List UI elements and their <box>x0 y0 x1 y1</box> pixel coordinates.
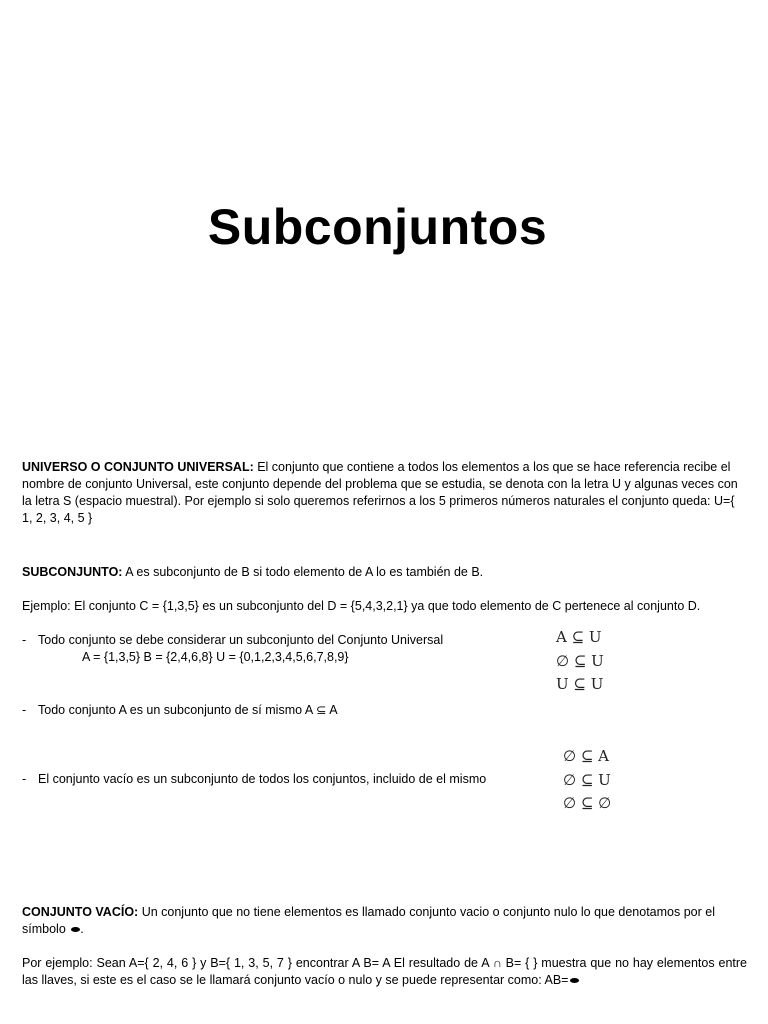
universo-paragraph <box>22 459 747 527</box>
universo-text: El conjunto que contiene a todos los elementos a los que se hace referencia recibe el nombre de conjunto Universal, este conjunto depende del problema que se estudia, se denota con la letra U y algunas veces con la letra S (espacio muestral). Por ejemplo si solo queremos referirnos a los 5 primeros números naturales el conjunto queda: U={ 1, 2, 3, 4, 5 } <box>22 460 738 525</box>
ejemplo-paragraph: Ejemplo: El conjunto C = {1,3,5} es un subconjunto del D = {5,4,3,2,1} ya que todo elemento de C pertenece al conjunto D. <box>22 599 701 613</box>
bullet-self-subset <box>22 702 522 719</box>
bullet-dash: - <box>22 633 27 647</box>
bullet-dash: - <box>22 703 27 717</box>
symbol-row: ∅ ⊆ U <box>556 651 604 670</box>
bullet-dash: - <box>22 772 27 786</box>
bullet-universal-text: Todo conjunto se debe considerar un subconjunto del Conjunto Universal <box>38 633 444 647</box>
vacio-paragraph <box>22 904 747 938</box>
bullet-empty-subset-text: El conjunto vacío es un subconjunto de todos los conjuntos, incluido de el mismo <box>38 772 487 786</box>
bullet-self-subset-text: Todo conjunto A es un subconjunto de sí mismo A ⊆ A <box>38 703 338 717</box>
bullet-empty-subset <box>22 771 522 788</box>
subconjunto-heading: SUBCONJUNTO: <box>22 565 123 579</box>
ejemplo2-text: Por ejemplo: Sean A={ 2, 4, 6 } y B={ 1, 3, 5, 7 } encontrar A B= A El resultado de A ∩ B= { } muestra que no hay elementos entre las llaves, si este es el caso se le llamará conjunto vacío o nulo y se puede representar como: AB= <box>22 956 747 987</box>
symbol-row: U ⊆ U <box>556 675 604 693</box>
symbol-row: ∅ ⊆ ∅ <box>563 794 612 812</box>
symbol-row: ∅ ⊆ A <box>563 747 610 765</box>
universal-subset-symbols <box>556 626 604 697</box>
vacio-text: Un conjunto que no tiene elementos es llamado conjunto vacio o conjunto nulo lo que denotamos por el símbolo <box>22 905 715 936</box>
bullet-universal-sets: A = {1,3,5} B = {2,4,6,8} U = {0,1,2,3,4,5,6,7,8,9} <box>82 650 349 664</box>
symbol-row: A ⊆ U <box>556 628 602 646</box>
empty-set-icon <box>570 978 579 983</box>
page-title: Subconjuntos <box>207 199 548 255</box>
vacio-heading: CONJUNTO VACÍO: <box>22 905 139 919</box>
ejemplo2-paragraph <box>22 955 747 989</box>
universo-heading: UNIVERSO O CONJUNTO UNIVERSAL: <box>22 460 254 474</box>
vacio-end: . <box>80 922 84 936</box>
empty-subset-symbols <box>563 745 611 816</box>
empty-set-icon <box>71 927 80 932</box>
subconjunto-text: A es subconjunto de B si todo elemento de A lo es también de B. <box>122 565 484 579</box>
subconjunto-paragraph <box>22 564 747 581</box>
symbol-row: ∅ ⊆ U <box>563 770 611 789</box>
bullet-universal <box>22 632 522 666</box>
